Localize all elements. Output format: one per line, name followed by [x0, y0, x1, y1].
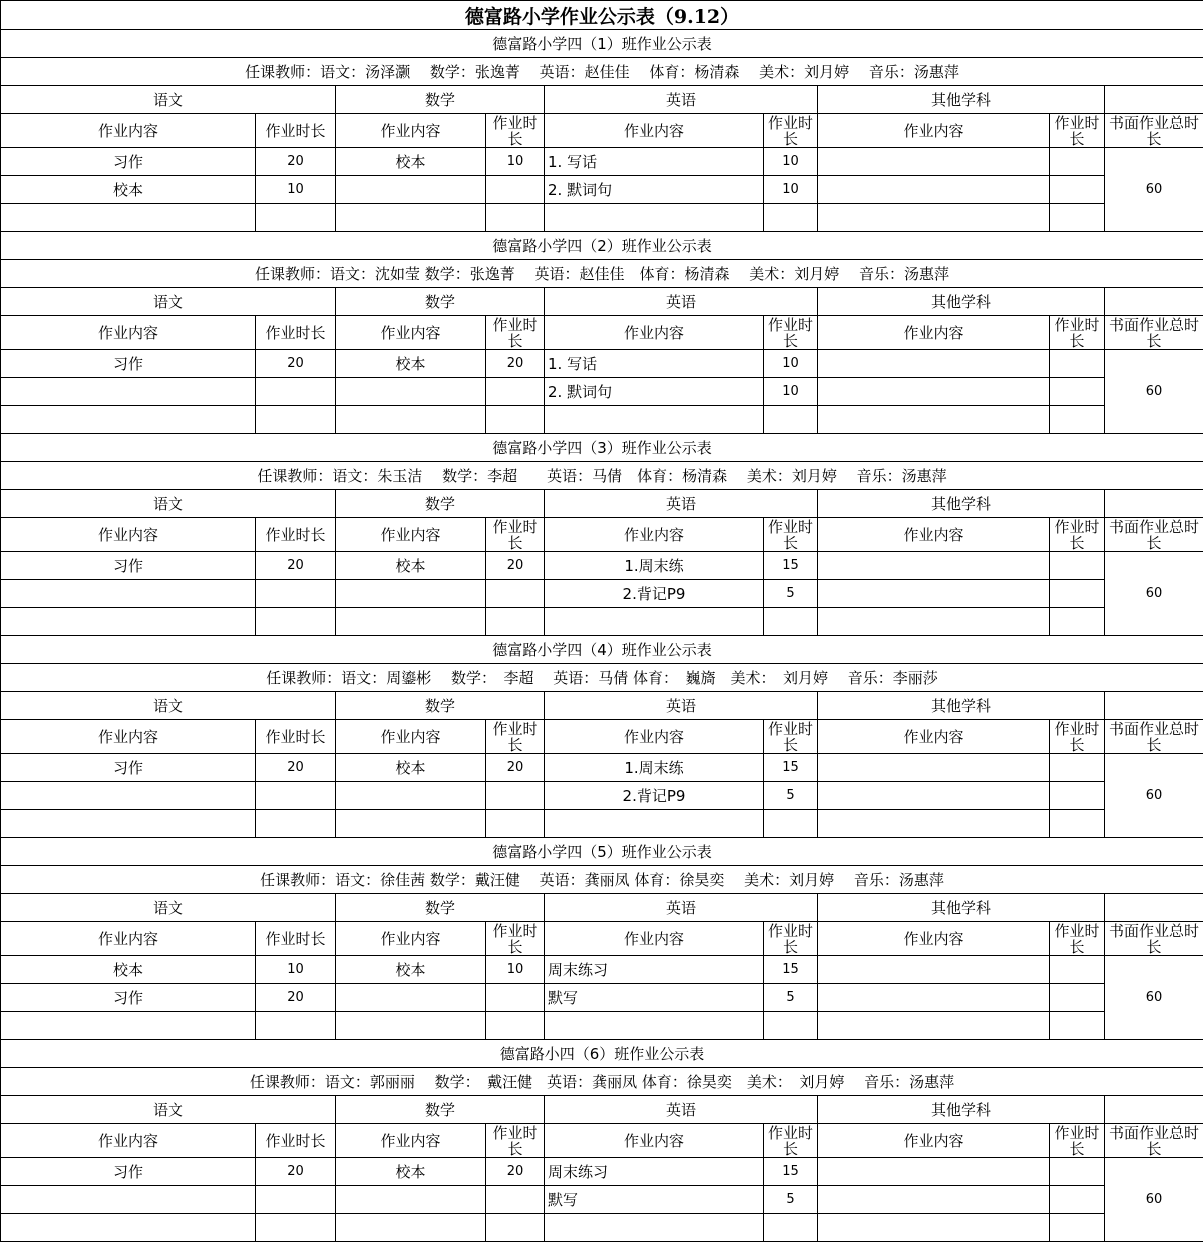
math-content-cell: 校本 [336, 754, 486, 782]
blank-header-cell [1105, 490, 1203, 518]
page-title: 德富路小学作业公示表（9.12） [1, 1, 1203, 30]
class-title: 德富路小学四（3）班作业公示表 [1, 434, 1203, 462]
other-content-cell [818, 552, 1050, 580]
other-duration-cell [1050, 1158, 1105, 1186]
math-content-cell [336, 176, 486, 204]
math-content-cell [336, 378, 486, 406]
other-content-cell [818, 754, 1050, 782]
other-content-cell [818, 1012, 1050, 1040]
other-duration-cell [1050, 204, 1105, 232]
english-content-cell: 周末练习 [545, 956, 764, 984]
column-duration-header: 作业时长 [1050, 1124, 1105, 1158]
english-content-cell: 2.背记P9 [545, 580, 764, 608]
column-duration-header: 作业时长 [256, 922, 336, 956]
other-duration-cell [1050, 378, 1105, 406]
other-duration-cell [1050, 580, 1105, 608]
other-duration-cell [1050, 350, 1105, 378]
column-duration-header: 作业时长 [256, 316, 336, 350]
chinese-duration-cell: 20 [256, 350, 336, 378]
math-duration-cell: 20 [486, 1158, 545, 1186]
other-duration-cell [1050, 552, 1105, 580]
column-duration-header: 作业时长 [1050, 114, 1105, 148]
chinese-content-cell: 习作 [1, 1158, 256, 1186]
math-content-cell [336, 1186, 486, 1214]
other-duration-cell [1050, 956, 1105, 984]
teacher-list: 任课教师：语文：朱玉洁 数学：李超 英语：马倩 体育：杨清森 美术：刘月婷 音乐：汤惠萍 [1, 462, 1203, 490]
other-duration-cell [1050, 1012, 1105, 1040]
english-content-cell: 1. 写话 [545, 350, 764, 378]
english-content-cell [545, 1214, 764, 1242]
column-content-header: 作业内容 [336, 114, 486, 148]
subject-chinese-header: 语文 [1, 692, 336, 720]
subject-english-header: 英语 [545, 490, 818, 518]
chinese-duration-cell: 10 [256, 956, 336, 984]
chinese-duration-cell [256, 378, 336, 406]
chinese-content-cell [1, 1214, 256, 1242]
english-duration-cell: 10 [764, 378, 818, 406]
column-content-header: 作业内容 [545, 316, 764, 350]
math-content-cell [336, 782, 486, 810]
chinese-content-cell [1, 782, 256, 810]
total-duration-cell: 60 [1105, 754, 1203, 838]
column-duration-header: 作业时长 [764, 114, 818, 148]
class-title: 德富路小学四（2）班作业公示表 [1, 232, 1203, 260]
math-duration-cell: 20 [486, 754, 545, 782]
math-duration-cell [486, 378, 545, 406]
column-duration-header: 作业时长 [256, 1124, 336, 1158]
english-duration-cell: 15 [764, 754, 818, 782]
other-duration-cell [1050, 148, 1105, 176]
column-content-header: 作业内容 [1, 518, 256, 552]
other-content-cell [818, 350, 1050, 378]
english-duration-cell [764, 1012, 818, 1040]
chinese-duration-cell [256, 810, 336, 838]
english-content-cell [545, 406, 764, 434]
english-content-cell: 1.周末练 [545, 754, 764, 782]
chinese-content-cell: 习作 [1, 350, 256, 378]
math-content-cell: 校本 [336, 956, 486, 984]
chinese-content-cell [1, 378, 256, 406]
chinese-content-cell: 习作 [1, 754, 256, 782]
column-total-header: 书面作业总时长 [1105, 518, 1203, 552]
total-duration-cell: 60 [1105, 350, 1203, 434]
column-content-header: 作业内容 [1, 1124, 256, 1158]
subject-other-header: 其他学科 [818, 894, 1105, 922]
english-duration-cell: 15 [764, 956, 818, 984]
other-content-cell [818, 580, 1050, 608]
math-content-cell [336, 204, 486, 232]
column-content-header: 作业内容 [336, 1124, 486, 1158]
subject-english-header: 英语 [545, 1096, 818, 1124]
chinese-content-cell: 习作 [1, 148, 256, 176]
math-duration-cell [486, 204, 545, 232]
column-content-header: 作业内容 [818, 518, 1050, 552]
total-duration-cell: 60 [1105, 148, 1203, 232]
chinese-content-cell: 习作 [1, 984, 256, 1012]
column-total-header: 书面作业总时长 [1105, 922, 1203, 956]
english-duration-cell [764, 810, 818, 838]
english-content-cell [545, 608, 764, 636]
teacher-list: 任课教师：语文：沈如莹 数学：张逸菁 英语：赵佳佳 体育：杨清森 美术：刘月婷 音乐：汤惠萍 [1, 260, 1203, 288]
other-duration-cell [1050, 810, 1105, 838]
teacher-list: 任课教师：语文：徐佳茜 数学：戴汪健 英语：龚丽凤 体育：徐昊奕 美术：刘月婷 音乐：汤惠萍 [1, 866, 1203, 894]
chinese-content-cell [1, 204, 256, 232]
column-duration-header: 作业时长 [256, 518, 336, 552]
math-duration-cell [486, 406, 545, 434]
total-duration-cell: 60 [1105, 1158, 1203, 1242]
chinese-duration-cell [256, 608, 336, 636]
teacher-list: 任课教师：语文：汤泽灏 数学：张逸菁 英语：赵佳佳 体育：杨清森 美术：刘月婷 音乐：汤惠萍 [1, 58, 1203, 86]
english-duration-cell: 5 [764, 1186, 818, 1214]
math-duration-cell [486, 176, 545, 204]
subject-math-header: 数学 [336, 288, 545, 316]
english-content-cell: 2.背记P9 [545, 782, 764, 810]
column-total-header: 书面作业总时长 [1105, 316, 1203, 350]
subject-chinese-header: 语文 [1, 1096, 336, 1124]
english-content-cell: 1.周末练 [545, 552, 764, 580]
math-duration-cell [486, 782, 545, 810]
english-duration-cell: 15 [764, 552, 818, 580]
column-duration-header: 作业时长 [486, 114, 545, 148]
chinese-duration-cell: 20 [256, 148, 336, 176]
chinese-content-cell [1, 810, 256, 838]
chinese-duration-cell: 20 [256, 984, 336, 1012]
column-content-header: 作业内容 [545, 518, 764, 552]
chinese-duration-cell: 20 [256, 552, 336, 580]
column-duration-header: 作业时长 [1050, 316, 1105, 350]
math-content-cell: 校本 [336, 148, 486, 176]
blank-header-cell [1105, 692, 1203, 720]
column-duration-header: 作业时长 [764, 316, 818, 350]
chinese-content-cell: 习作 [1, 552, 256, 580]
blank-header-cell [1105, 894, 1203, 922]
column-content-header: 作业内容 [336, 316, 486, 350]
class-title: 德富路小学四（4）班作业公示表 [1, 636, 1203, 664]
math-content-cell: 校本 [336, 350, 486, 378]
chinese-content-cell: 校本 [1, 176, 256, 204]
math-content-cell: 校本 [336, 552, 486, 580]
blank-header-cell [1105, 288, 1203, 316]
chinese-content-cell: 校本 [1, 956, 256, 984]
other-content-cell [818, 1186, 1050, 1214]
other-content-cell [818, 204, 1050, 232]
column-content-header: 作业内容 [545, 1124, 764, 1158]
english-duration-cell: 5 [764, 782, 818, 810]
subject-other-header: 其他学科 [818, 86, 1105, 114]
column-duration-header: 作业时长 [256, 114, 336, 148]
other-content-cell [818, 406, 1050, 434]
english-duration-cell [764, 406, 818, 434]
other-duration-cell [1050, 984, 1105, 1012]
column-content-header: 作业内容 [336, 922, 486, 956]
math-content-cell: 校本 [336, 1158, 486, 1186]
column-duration-header: 作业时长 [1050, 922, 1105, 956]
subject-english-header: 英语 [545, 288, 818, 316]
teacher-list: 任课教师：语文：郭丽丽 数学： 戴汪健 英语：龚丽凤 体育：徐昊奕 美术： 刘月婷 音乐：汤惠萍 [1, 1068, 1203, 1096]
subject-chinese-header: 语文 [1, 86, 336, 114]
chinese-content-cell [1, 1186, 256, 1214]
english-content-cell: 默写 [545, 1186, 764, 1214]
total-duration-cell: 60 [1105, 956, 1203, 1040]
class-title: 德富路小学四（5）班作业公示表 [1, 838, 1203, 866]
english-duration-cell: 5 [764, 580, 818, 608]
column-total-header: 书面作业总时长 [1105, 114, 1203, 148]
chinese-duration-cell [256, 580, 336, 608]
column-total-header: 书面作业总时长 [1105, 720, 1203, 754]
other-duration-cell [1050, 1186, 1105, 1214]
english-duration-cell: 10 [764, 148, 818, 176]
math-duration-cell: 20 [486, 552, 545, 580]
other-duration-cell [1050, 176, 1105, 204]
english-duration-cell [764, 608, 818, 636]
column-content-header: 作业内容 [545, 922, 764, 956]
math-duration-cell [486, 1012, 545, 1040]
english-duration-cell [764, 204, 818, 232]
subject-other-header: 其他学科 [818, 1096, 1105, 1124]
column-duration-header: 作业时长 [486, 720, 545, 754]
chinese-duration-cell [256, 1186, 336, 1214]
class-title: 德富路小学四（1）班作业公示表 [1, 30, 1203, 58]
column-content-header: 作业内容 [1, 720, 256, 754]
english-content-cell: 2. 默词句 [545, 176, 764, 204]
column-content-header: 作业内容 [818, 720, 1050, 754]
other-duration-cell [1050, 1214, 1105, 1242]
column-duration-header: 作业时长 [486, 1124, 545, 1158]
subject-other-header: 其他学科 [818, 692, 1105, 720]
other-content-cell [818, 984, 1050, 1012]
subject-math-header: 数学 [336, 490, 545, 518]
subject-other-header: 其他学科 [818, 490, 1105, 518]
other-content-cell [818, 956, 1050, 984]
subject-chinese-header: 语文 [1, 490, 336, 518]
column-content-header: 作业内容 [1, 922, 256, 956]
column-duration-header: 作业时长 [764, 720, 818, 754]
subject-math-header: 数学 [336, 1096, 545, 1124]
chinese-duration-cell [256, 406, 336, 434]
column-duration-header: 作业时长 [1050, 720, 1105, 754]
english-content-cell: 2. 默词句 [545, 378, 764, 406]
other-duration-cell [1050, 782, 1105, 810]
math-content-cell [336, 608, 486, 636]
column-content-header: 作业内容 [818, 316, 1050, 350]
column-content-header: 作业内容 [545, 114, 764, 148]
english-duration-cell: 10 [764, 350, 818, 378]
math-duration-cell [486, 608, 545, 636]
blank-header-cell [1105, 86, 1203, 114]
subject-math-header: 数学 [336, 692, 545, 720]
column-content-header: 作业内容 [545, 720, 764, 754]
math-content-cell [336, 1214, 486, 1242]
math-content-cell [336, 580, 486, 608]
chinese-content-cell [1, 608, 256, 636]
other-content-cell [818, 148, 1050, 176]
math-content-cell [336, 1012, 486, 1040]
english-content-cell: 默写 [545, 984, 764, 1012]
math-duration-cell [486, 810, 545, 838]
chinese-duration-cell: 10 [256, 176, 336, 204]
english-content-cell [545, 1012, 764, 1040]
subject-chinese-header: 语文 [1, 288, 336, 316]
column-content-header: 作业内容 [1, 316, 256, 350]
other-content-cell [818, 176, 1050, 204]
english-content-cell [545, 204, 764, 232]
chinese-content-cell [1, 1012, 256, 1040]
math-content-cell [336, 810, 486, 838]
math-duration-cell [486, 1186, 545, 1214]
subject-english-header: 英语 [545, 692, 818, 720]
english-duration-cell: 15 [764, 1158, 818, 1186]
chinese-duration-cell: 20 [256, 754, 336, 782]
subject-math-header: 数学 [336, 86, 545, 114]
english-duration-cell: 10 [764, 176, 818, 204]
chinese-content-cell [1, 406, 256, 434]
column-duration-header: 作业时长 [256, 720, 336, 754]
english-content-cell: 1. 写话 [545, 148, 764, 176]
math-duration-cell: 20 [486, 350, 545, 378]
other-content-cell [818, 1214, 1050, 1242]
column-content-header: 作业内容 [336, 720, 486, 754]
column-content-header: 作业内容 [1, 114, 256, 148]
math-content-cell [336, 984, 486, 1012]
class-title: 德富路小四（6）班作业公示表 [1, 1040, 1203, 1068]
math-duration-cell [486, 984, 545, 1012]
other-duration-cell [1050, 406, 1105, 434]
subject-english-header: 英语 [545, 86, 818, 114]
column-duration-header: 作业时长 [764, 922, 818, 956]
column-duration-header: 作业时长 [486, 316, 545, 350]
math-content-cell [336, 406, 486, 434]
column-content-header: 作业内容 [336, 518, 486, 552]
math-duration-cell: 10 [486, 148, 545, 176]
other-content-cell [818, 810, 1050, 838]
total-duration-cell: 60 [1105, 552, 1203, 636]
english-duration-cell: 5 [764, 984, 818, 1012]
column-duration-header: 作业时长 [486, 518, 545, 552]
chinese-content-cell [1, 580, 256, 608]
blank-header-cell [1105, 1096, 1203, 1124]
chinese-duration-cell [256, 782, 336, 810]
english-content-cell [545, 810, 764, 838]
math-duration-cell: 10 [486, 956, 545, 984]
other-content-cell [818, 608, 1050, 636]
subject-english-header: 英语 [545, 894, 818, 922]
teacher-list: 任课教师：语文：周鎏彬 数学： 李超 英语：马倩 体育： 巍旖 美术： 刘月婷 音乐：李丽莎 [1, 664, 1203, 692]
other-content-cell [818, 378, 1050, 406]
column-content-header: 作业内容 [818, 114, 1050, 148]
column-content-header: 作业内容 [818, 922, 1050, 956]
column-duration-header: 作业时长 [486, 922, 545, 956]
chinese-duration-cell [256, 1214, 336, 1242]
column-content-header: 作业内容 [818, 1124, 1050, 1158]
other-content-cell [818, 782, 1050, 810]
chinese-duration-cell [256, 1012, 336, 1040]
subject-chinese-header: 语文 [1, 894, 336, 922]
other-duration-cell [1050, 754, 1105, 782]
column-duration-header: 作业时长 [764, 518, 818, 552]
english-duration-cell [764, 1214, 818, 1242]
math-duration-cell [486, 580, 545, 608]
column-duration-header: 作业时长 [764, 1124, 818, 1158]
chinese-duration-cell: 20 [256, 1158, 336, 1186]
subject-other-header: 其他学科 [818, 288, 1105, 316]
math-duration-cell [486, 1214, 545, 1242]
chinese-duration-cell [256, 204, 336, 232]
column-duration-header: 作业时长 [1050, 518, 1105, 552]
other-content-cell [818, 1158, 1050, 1186]
column-total-header: 书面作业总时长 [1105, 1124, 1203, 1158]
other-duration-cell [1050, 608, 1105, 636]
english-content-cell: 周末练习 [545, 1158, 764, 1186]
subject-math-header: 数学 [336, 894, 545, 922]
